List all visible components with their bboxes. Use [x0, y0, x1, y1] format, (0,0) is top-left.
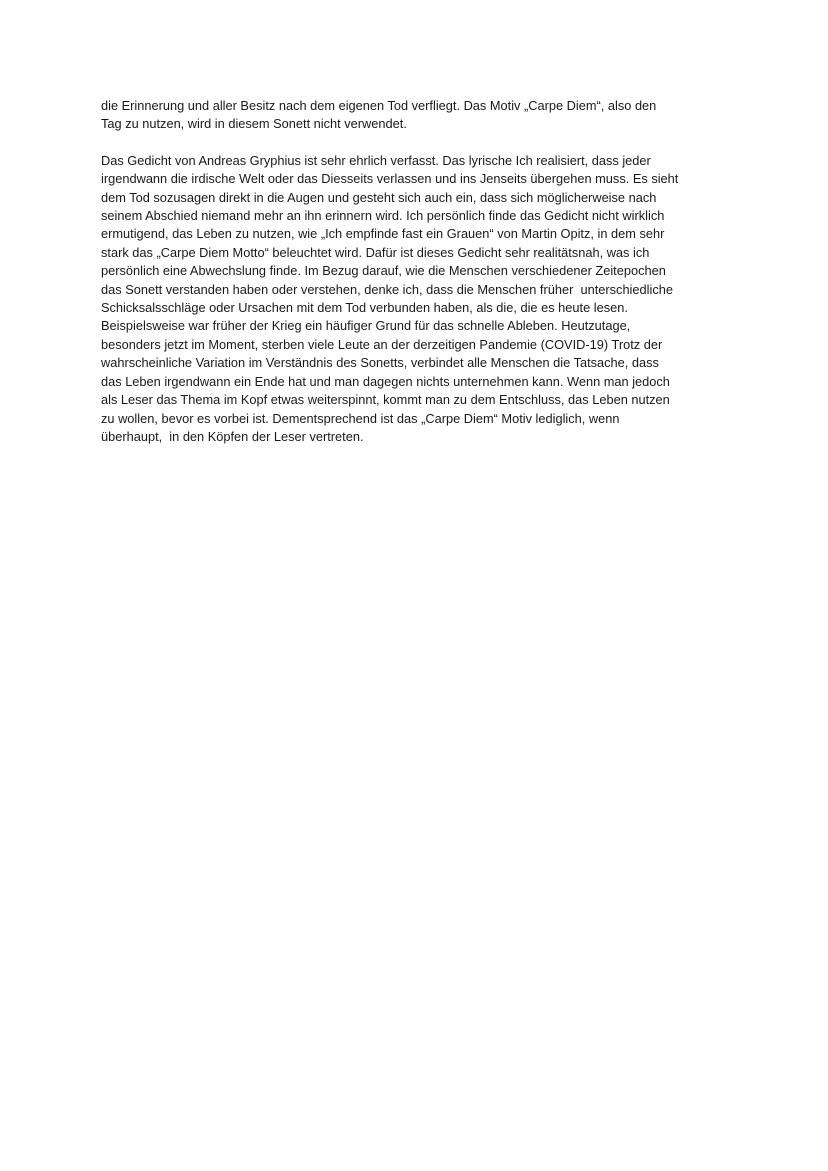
paragraph-1 — [101, 97, 741, 134]
text-line: persönlich eine Abwechslung finde. Im Bezug darauf, wie die Menschen verschiedener Zeitepochen — [101, 263, 666, 279]
text-line: das Sonett verstanden haben oder verstehen, denke ich, dass die Menschen früher unterschiedliche — [101, 281, 673, 297]
text-line: Beispielsweise war früher der Krieg ein häufiger Grund für das schnelle Ableben. Heutzutage, — [101, 318, 631, 334]
text-line: irgendwann die irdische Welt oder das Diesseits verlassen und ins Jenseits übergehen muss. Es sieht — [101, 171, 679, 187]
text-line: besonders jetzt im Moment, sterben viele Leute an der derzeitigen Pandemie (COVID-19) Trotz der — [101, 336, 663, 352]
text-line: seinem Abschied niemand mehr an ihn erinnern wird. Ich persönlich finde das Gedicht nicht wirklich — [101, 208, 665, 224]
text-line: Das Gedicht von Andreas Gryphius ist sehr ehrlich verfasst. Das lyrische Ich realisiert, dass jeder — [101, 152, 651, 168]
paragraph-2 — [101, 152, 741, 447]
text-line: stark das „Carpe Diem Motto“ beleuchtet wird. Dafür ist dieses Gedicht sehr realitätsnah, was ich — [101, 244, 650, 260]
text-line: überhaupt, in den Köpfen der Leser vertreten. — [101, 428, 364, 444]
body-text — [101, 97, 741, 446]
text-line: das Leben irgendwann ein Ende hat und man dagegen nichts unternehmen kann. Wenn man jedoch — [101, 373, 670, 389]
text-line: als Leser das Thema im Kopf etwas weiterspinnt, kommt man zu dem Entschluss, das Leben nutzen — [101, 392, 670, 408]
paragraph-spacer — [101, 134, 741, 152]
text-line: Schicksalsschläge oder Ursachen mit dem Tod verbunden haben, als die, die es heute lesen. — [101, 300, 628, 316]
text-line: zu wollen, bevor es vorbei ist. Dementsprechend ist das „Carpe Diem“ Motiv lediglich, wenn — [101, 410, 620, 426]
text-line: dem Tod sozusagen direkt in die Augen und gesteht sich auch ein, dass sich möglicherweise nach — [101, 189, 657, 205]
text-line: die Erinnerung und aller Besitz nach dem eigenen Tod verfliegt. Das Motiv „Carpe Diem“, also den — [101, 98, 657, 113]
text-line: ermutigend, das Leben zu nutzen, wie „Ich empfinde fast ein Grauen“ von Martin Opitz, in dem sehr — [101, 226, 665, 242]
text-line: wahrscheinliche Variation im Verständnis des Sonetts, verbindet alle Menschen die Tatsache, dass — [101, 355, 659, 371]
text-line: Tag zu nutzen, wird in diesem Sonett nicht verwendet. — [101, 116, 407, 132]
